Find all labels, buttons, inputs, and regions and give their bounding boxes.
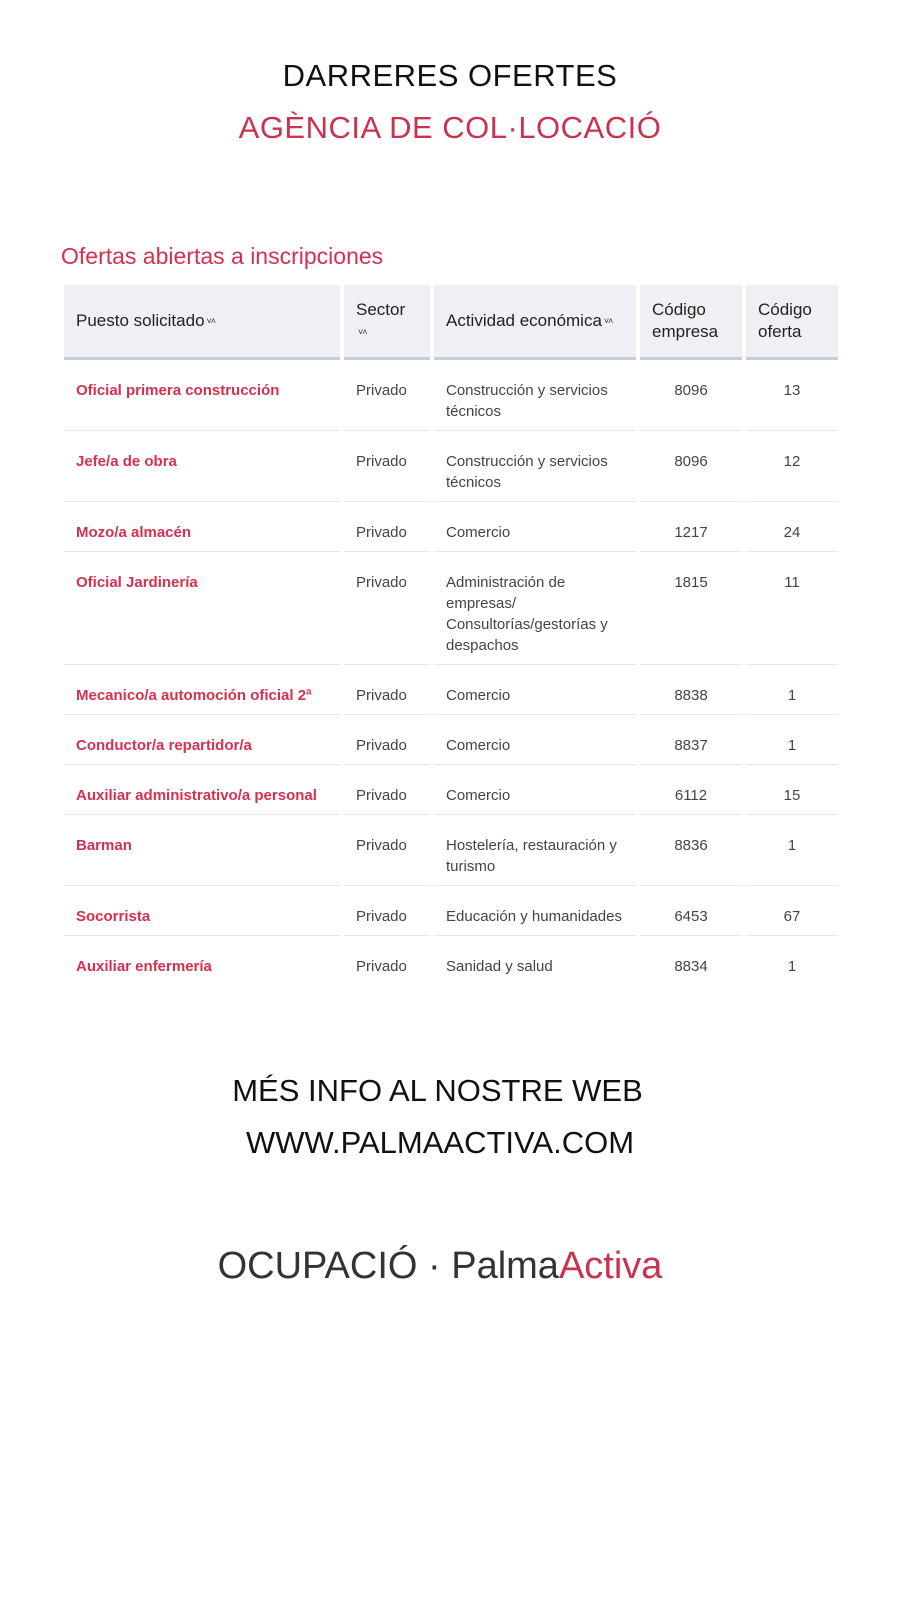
cell-codigo-empresa: 8837 xyxy=(640,715,742,765)
cell-actividad: Comercio xyxy=(434,765,636,815)
brand-palma: Palma xyxy=(451,1245,559,1287)
cell-puesto[interactable]: Barman xyxy=(64,815,340,886)
cell-sector: Privado xyxy=(344,715,430,765)
column-header-puesto[interactable] xyxy=(64,285,340,360)
footer-info-text: MÉS INFO AL NOSTRE WEB xyxy=(232,1073,643,1108)
cell-actividad: Educación y humanidades xyxy=(434,886,636,936)
table-row xyxy=(64,765,838,815)
cell-puesto[interactable]: Oficial primera construcción xyxy=(64,360,340,431)
cell-codigo-empresa: 8096 xyxy=(640,431,742,502)
column-header-label: Código empresa xyxy=(652,300,719,341)
brand-ocupacio: OCUPACIÓ · xyxy=(217,1245,452,1287)
cell-codigo-oferta: 67 xyxy=(746,886,838,936)
cell-codigo-empresa: 8836 xyxy=(640,815,742,886)
cell-codigo-oferta: 12 xyxy=(746,431,838,502)
cell-sector: Privado xyxy=(344,360,430,431)
offers-table-container xyxy=(64,285,846,985)
cell-sector: Privado xyxy=(344,502,430,552)
cell-puesto[interactable]: Conductor/a repartidor/a xyxy=(64,715,340,765)
column-header-label: Actividad económica xyxy=(446,311,602,330)
cell-actividad: Comercio xyxy=(434,665,636,715)
cell-puesto[interactable]: Auxiliar administrativo/a personal xyxy=(64,765,340,815)
cell-sector: Privado xyxy=(356,958,407,975)
brand-logo xyxy=(0,1245,880,1288)
cell-codigo-oferta: 1 xyxy=(787,958,797,975)
table-row xyxy=(64,715,838,765)
table-row xyxy=(64,552,838,665)
cell-codigo-empresa: 8096 xyxy=(640,360,742,431)
column-header-codigo-oferta xyxy=(746,285,838,360)
column-header-label: Código oferta xyxy=(758,300,812,341)
cell-codigo-empresa: 6453 xyxy=(640,886,742,936)
brand-activa: Activa xyxy=(558,1245,663,1287)
column-header-codigo-empresa xyxy=(640,285,742,360)
sort-icon[interactable]: ˅˄ xyxy=(206,316,216,326)
cell-codigo-oferta: 1 xyxy=(746,815,838,886)
table-row xyxy=(64,431,838,502)
header-subtitle: AGÈNCIA DE COL·LOCACIÓ xyxy=(238,110,662,145)
cell-codigo-oferta: 1 xyxy=(746,715,838,765)
cell-sector: Privado xyxy=(344,815,430,886)
cell-puesto[interactable]: Oficial Jardinería xyxy=(64,552,340,665)
cell-puesto[interactable]: Auxiliar enfermería xyxy=(76,958,212,975)
cell-actividad: Sanidad y salud xyxy=(446,958,553,975)
cell-codigo-oferta: 11 xyxy=(746,552,838,665)
cell-codigo-empresa: 1815 xyxy=(640,552,742,665)
cell-codigo-oferta: 13 xyxy=(746,360,838,431)
cell-actividad: Comercio xyxy=(434,715,636,765)
cell-puesto[interactable]: Mozo/a almacén xyxy=(64,502,340,552)
cell-codigo-oferta: 1 xyxy=(746,665,838,715)
cell-sector: Privado xyxy=(344,665,430,715)
table-row xyxy=(64,665,838,715)
cell-actividad: Construcción y servicios técnicos xyxy=(434,360,636,431)
column-header-actividad[interactable] xyxy=(434,285,636,360)
cell-sector: Privado xyxy=(344,765,430,815)
cell-sector: Privado xyxy=(344,431,430,502)
cell-puesto[interactable]: Mecanico/a automoción oficial 2ª xyxy=(64,665,340,715)
table-row xyxy=(64,815,838,886)
cell-puesto[interactable]: Socorrista xyxy=(64,886,340,936)
offers-table-body xyxy=(64,360,838,985)
cell-puesto[interactable]: Jefe/a de obra xyxy=(64,431,340,502)
sort-icon[interactable]: ˅˄ xyxy=(603,316,613,326)
table-header-row xyxy=(64,285,838,360)
cell-actividad: Administración de empresas/ Consultorías/gestorías y despachos xyxy=(434,552,636,665)
table-row xyxy=(64,886,838,936)
offers-table xyxy=(60,285,842,985)
footer-website-link[interactable]: WWW.PALMAACTIVA.COM xyxy=(245,1125,635,1160)
column-header-sector[interactable] xyxy=(344,285,430,360)
cell-codigo-empresa: 8834 xyxy=(674,958,708,975)
cell-actividad: Hostelería, restauración y turismo xyxy=(434,815,636,886)
cell-actividad: Construcción y servicios técnicos xyxy=(434,431,636,502)
table-row xyxy=(64,936,838,985)
cell-codigo-oferta: 15 xyxy=(746,765,838,815)
column-header-label: Sector xyxy=(356,300,406,319)
cell-codigo-empresa: 8838 xyxy=(640,665,742,715)
cell-codigo-empresa: 1217 xyxy=(640,502,742,552)
cell-codigo-empresa: 6112 xyxy=(640,765,742,815)
cell-codigo-oferta: 24 xyxy=(746,502,838,552)
header-title: DARRERES OFERTES xyxy=(282,58,618,93)
table-row xyxy=(64,360,838,431)
table-row xyxy=(64,502,838,552)
column-header-label: Puesto solicitado xyxy=(76,311,205,330)
cell-actividad: Comercio xyxy=(434,502,636,552)
section-title: Ofertas abiertas a inscripciones xyxy=(61,243,384,269)
cell-sector: Privado xyxy=(344,552,430,665)
cell-sector: Privado xyxy=(344,886,430,936)
sort-icon[interactable]: ˅˄ xyxy=(358,327,367,337)
